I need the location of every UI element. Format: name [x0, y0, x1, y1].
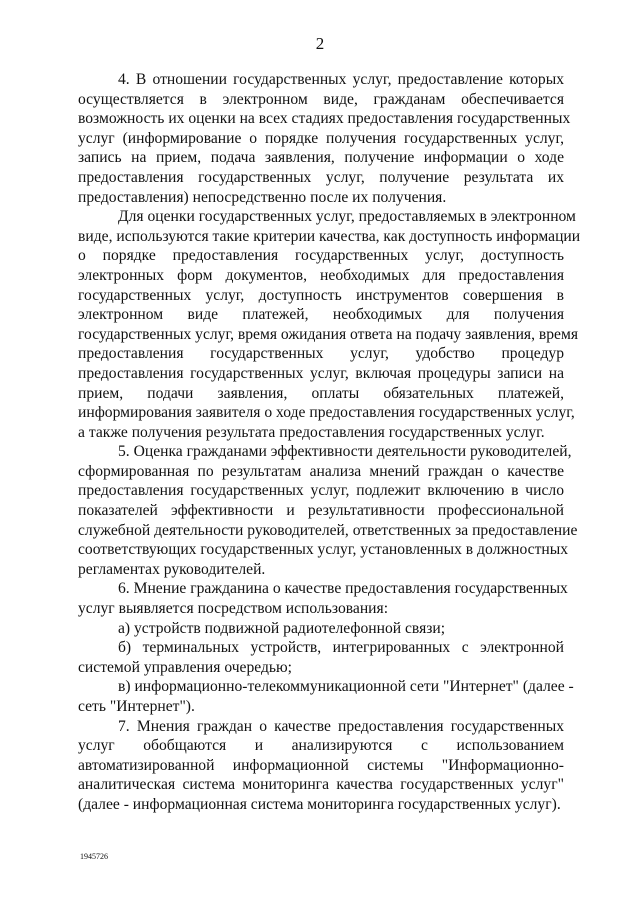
text-line: в) информационно-телекоммуникационной сети "Интернет" (далее - — [118, 678, 574, 696]
text-line: системой управления очередью; — [78, 658, 293, 676]
text-line: предоставления государственных услуг, включая процедуры записи на — [78, 364, 564, 382]
text-line: предоставления государственных услуг, удобство процедур — [78, 345, 564, 363]
text-line: государственных услуг, время ожидания ответа на подачу заявления, время — [78, 325, 579, 343]
text-line: услуг выявляется посредством использования: — [78, 600, 389, 618]
footer-code: 1945726 — [80, 852, 108, 861]
text-line: услуг (информирование о порядке получения государственных услуг, — [78, 129, 564, 147]
paragraph — [78, 638, 564, 677]
text-line: сформированная по результатам анализа мнений граждан о качестве — [78, 462, 564, 480]
text-line: предоставления государственных услуг, получение результата их — [78, 168, 564, 186]
text-line: автоматизированной информационной системы "Информационно- — [78, 756, 564, 774]
paragraph — [78, 619, 564, 639]
text-line: 6. Мнение гражданина о качестве предоставления государственных — [118, 580, 568, 598]
text-line: показателей эффективности и результативности профессиональной — [78, 502, 564, 520]
paragraph — [78, 579, 568, 618]
text-line: (далее - информационная система мониторинга государственных услуг). — [78, 795, 561, 813]
text-line: а также получения результата предоставления государственных услуг. — [78, 423, 545, 441]
paragraph — [78, 442, 578, 579]
text-line: служебной деятельности руководителей, ответственных за предоставление — [78, 521, 578, 539]
text-line: б) терминальных устройств, интегрированных с электронной — [118, 639, 564, 657]
page-number: 2 — [315, 34, 325, 53]
text-line: сеть "Интернет"). — [78, 698, 195, 715]
text-line: виде, используются такие критерии качества, как доступность информации — [78, 227, 581, 245]
text-line: предоставления) непосредственно после их получения. — [78, 188, 447, 206]
text-line: прием, подачи заявления, оплаты обязательных платежей, — [78, 384, 564, 402]
text-line: соответствующих государственных услуг, установленных в должностных — [78, 541, 569, 559]
text-line: а) устройств подвижной радиотелефонной связи; — [118, 619, 446, 637]
text-line: 7. Мнения граждан о качестве предоставления государственных — [118, 717, 564, 735]
paragraph — [78, 677, 574, 716]
paragraph — [78, 207, 581, 442]
paragraph — [78, 70, 571, 207]
text-line: возможность их оценки на всех стадиях предоставления государственных — [78, 110, 571, 128]
text-line: запись на прием, подача заявления, получение информации о ходе — [78, 149, 564, 167]
paragraph — [78, 717, 564, 815]
text-line: 5. Оценка гражданами эффективности деятельности руководителей, — [118, 443, 572, 461]
text-line: Для оценки государственных услуг, предоставляемых в электронном — [118, 208, 576, 226]
text-line: осуществляется в электронном виде, гражданам обеспечивается — [78, 90, 564, 108]
text-line: 4. В отношении государственных услуг, предоставление которых — [118, 71, 564, 88]
text-line: электронном виде платежей, необходимых для получения — [78, 306, 564, 324]
document-body — [78, 70, 581, 815]
text-line: услуг обобщаются и анализируются с использованием — [78, 737, 564, 755]
text-line: о порядке предоставления государственных услуг, доступность — [78, 247, 564, 265]
text-line: электронных форм документов, необходимых для предоставления — [78, 266, 564, 284]
text-line: информирования заявителя о ходе предоставления государственных услуг, — [78, 404, 575, 422]
text-line: регламентах руководителей. — [78, 560, 266, 578]
text-line: аналитическая система мониторинга качества государственных услуг" — [78, 776, 564, 794]
text-line: государственных услуг, доступность инструментов совершения в — [78, 286, 564, 304]
text-line: предоставления государственных услуг, подлежит включению в число — [78, 482, 564, 500]
